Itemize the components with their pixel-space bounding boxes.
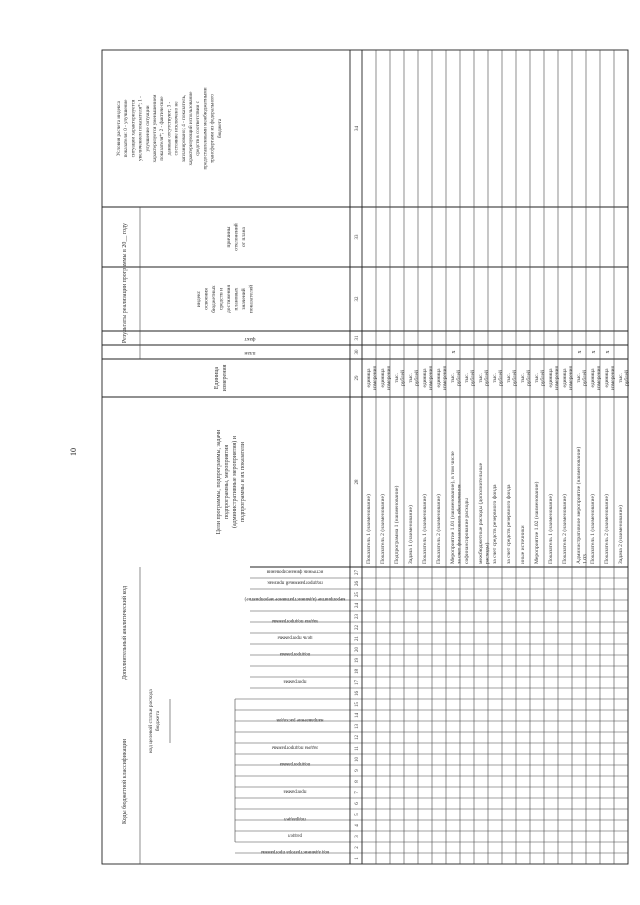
header-results: Результаты реализации программы в 20__ году: [122, 222, 128, 344]
column-number: 27: [355, 570, 360, 575]
column-number: 8: [355, 780, 360, 783]
column-number: 23: [355, 614, 360, 619]
column-number: 3: [355, 835, 360, 838]
row-name: Показатель 1 (наименование): [548, 494, 554, 564]
header-conditions: Условия расчета индексапоказателя: 0 - улучшениеситуации характеризуетсяувеличением показателя*; 1 -улучшение ситуациихарактеризуется уменьшениемпоказателя*; 2 - фактическиеданные отсутствуют; 3 -состояние исключено незапланировано; 4 - показатель,характеризующий использованиесредств в соответствии спредоставленными межбюджетнымитрансфертами из федеральногобюджета: [116, 87, 223, 170]
column-number: 33: [355, 234, 360, 240]
column-number: 29: [355, 375, 360, 381]
column-number: 26: [355, 581, 360, 586]
row-unit: тыс.рублей: [464, 370, 476, 386]
column-number: 19: [355, 658, 360, 663]
row-name: Мероприятие 1.01 (наименование), в том числеза счет финансового обеспечения: [450, 451, 463, 564]
rotated-table: [100, 48, 630, 866]
column-number: 22: [355, 625, 360, 630]
row-name: софинансирование расходы: [464, 498, 470, 564]
column-number: 30: [355, 349, 360, 355]
row-name: Мероприятие 1.02 (наименование): [534, 481, 540, 564]
table-border: [102, 50, 628, 864]
column-number: 21: [355, 636, 360, 641]
column-number: 31: [355, 335, 360, 341]
row-unit: единицаизмерения: [548, 365, 560, 391]
column-number: 13: [355, 724, 360, 729]
header-budget-codes: Коды бюджетной классификации: [122, 739, 128, 824]
header-unit: Единица измерения: [214, 364, 228, 392]
column-number: 32: [355, 296, 360, 302]
row-unit: единицаизмерения: [590, 365, 602, 391]
row-name: за счет средств резервного фонда: [506, 484, 512, 564]
row-name: Показатель 1 (наименование): [590, 494, 596, 564]
row-plan: х: [591, 350, 597, 354]
row-name: Задача 1 (наименование): [408, 505, 414, 564]
column-number: 10: [355, 757, 360, 762]
row-unit: единицаизмерения: [366, 365, 378, 391]
row-name: Показатель 2 (наименование): [562, 494, 568, 564]
vertical-header: подраздел: [284, 816, 306, 821]
vertical-header: источник финансирования: [266, 568, 324, 574]
row-name: Показатель 2 (наименование): [604, 494, 610, 564]
row-unit: единицаизмерения: [380, 365, 392, 391]
page-number: 10: [69, 448, 78, 456]
row-plan: х: [605, 350, 611, 354]
header-index: индекс освоения бюджетных средств и достижения плановых значений показателей: [196, 284, 255, 314]
vertical-header: мероприятие (административное мероприятие): [244, 596, 346, 601]
vertical-header: подпрограмма: [279, 651, 311, 656]
row-name: за счет средств резервного фонда: [492, 484, 498, 564]
report-table: [100, 48, 630, 866]
header-reasons: причины отклонений от плана: [226, 223, 247, 251]
row-unit: единицаизмерения: [562, 365, 574, 391]
column-number: 34: [355, 126, 360, 131]
row-unit: тыс.рублей: [450, 370, 462, 386]
column-number: 28: [355, 479, 360, 485]
row-unit: тыс.рублей: [618, 370, 630, 386]
row-name: иные источники: [520, 525, 526, 564]
vertical-header: задача подпрограммы: [271, 744, 319, 750]
row-unit: тыс.рублей: [534, 370, 546, 386]
row-plan: х: [577, 350, 583, 354]
vertical-header: код администратора программы: [260, 849, 330, 854]
row-plan: х: [451, 350, 457, 354]
row-unit: тыс.рублей: [492, 370, 504, 386]
report-table-sheet: [100, 48, 630, 866]
vertical-header: раздел: [288, 832, 302, 838]
header-plan: план: [244, 350, 256, 356]
row-unit: тыс.рублей: [408, 370, 420, 386]
column-number: 12: [355, 735, 360, 740]
column-number: 9: [355, 769, 360, 772]
row-name: Подпрограмма 1 (наименование): [394, 485, 400, 564]
column-number: 1: [355, 857, 360, 860]
header-fact: факт: [244, 336, 256, 342]
vertical-header: направление расходов: [276, 717, 324, 722]
vertical-header: программа: [283, 788, 307, 794]
row-name: межбюджетные расходы (дополнительныерасходы): [478, 462, 491, 564]
row-name: Показатель 2 (наименование): [380, 494, 386, 564]
row-unit: тыс.рублей: [576, 370, 588, 386]
column-number: 6: [355, 802, 360, 805]
column-number: 11: [355, 746, 360, 751]
column-number: 5: [355, 813, 360, 816]
row-name: Показатель 1 (наименование): [422, 494, 428, 564]
column-number: 7: [355, 791, 360, 794]
row-unit: единицаизмерения: [436, 365, 448, 391]
vertical-header: подпрограмма: [279, 761, 311, 766]
row-unit: единицаизмерения: [422, 365, 434, 391]
column-number: 14: [355, 713, 360, 718]
column-number: 17: [355, 680, 360, 685]
row-name: Задача 2 (наименование): [618, 505, 624, 564]
row-unit: единицаизмерения: [604, 365, 616, 391]
vertical-header: программа: [283, 678, 307, 684]
row-unit: тыс.рублей: [506, 370, 518, 386]
column-number: 16: [355, 691, 360, 696]
header-additional-codes: Дополнительный аналитический код: [122, 585, 128, 681]
header-kbk-expense: код целевой статьи расходабюджета: [148, 689, 161, 753]
column-number: 15: [355, 702, 360, 707]
header-name: Цели программы, подпрограммы, задачи подпрограммы, мероприятия (административные мероприятия) и подпрограммы и их показатели: [216, 429, 246, 535]
row-name: Показатель 2 (наименование): [436, 494, 442, 564]
row-unit: тыс.рублей: [520, 370, 532, 386]
vertical-header: подпрограммный признак: [267, 579, 323, 585]
column-number: 25: [355, 592, 360, 597]
row-name: Административное мероприятие (наименование)1.03: [576, 446, 589, 564]
column-number: 20: [355, 647, 360, 652]
column-number: 24: [355, 603, 360, 608]
row-unit: тыс.рублей: [394, 370, 406, 386]
vertical-header: цель программы: [277, 634, 313, 640]
column-number: 2: [355, 846, 360, 849]
row-name: Показатель 1 (наименование): [366, 494, 372, 564]
column-number: 4: [355, 824, 360, 827]
vertical-header: задача подпрограммы: [271, 618, 319, 623]
row-unit: тыс.рублей: [478, 370, 490, 386]
column-number: 18: [355, 669, 360, 674]
